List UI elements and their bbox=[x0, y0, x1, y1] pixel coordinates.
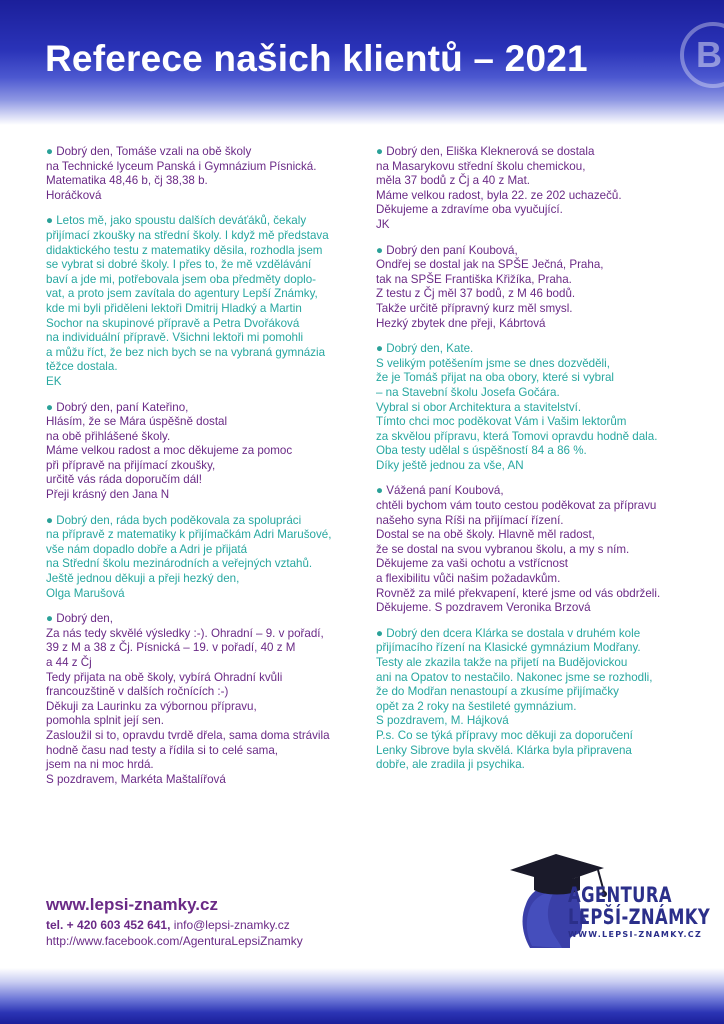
testimonial-text: Dobrý den, Eliška Kleknerová se dostala na Masarykovu střední školu chemickou, měla 37 bodů z Čj a 40 z Mat. Máme velkou radost, byla 22. ze 202 uchazečů. Děkujeme a zdravíme oba vyučující. JK bbox=[376, 145, 622, 231]
bullet-icon: ● bbox=[46, 145, 57, 158]
header-banner bbox=[0, 0, 724, 125]
testimonial-text: Dobrý den, paní Kateřino, Hlásím, že se Mára úspěšně dostal na obě přihlášené školy. Máme velkou radost a moc děkujeme za pomoc při přípravě na přijímací zkoušky, určitě vás ráda doporučím dál! Přeji krásný den Jana N bbox=[46, 400, 293, 502]
logo-url: WWW.LEPSI-ZNAMKY.CZ bbox=[568, 930, 703, 939]
right-column bbox=[376, 145, 702, 784]
logo-line-lepsi-znamky: LEPŠÍ-ZNÁMKY bbox=[568, 905, 711, 929]
email-link[interactable]: info@lepsi-znamky.cz bbox=[173, 918, 290, 932]
testimonial bbox=[376, 342, 702, 473]
testimonial bbox=[376, 244, 702, 332]
testimonial bbox=[376, 145, 702, 233]
bullet-icon: ● bbox=[46, 612, 57, 626]
testimonial bbox=[376, 484, 702, 615]
bullet-icon: ● bbox=[376, 243, 387, 257]
bullet-icon: ● bbox=[376, 145, 387, 158]
facebook-link[interactable]: http://www.facebook.com/AgenturaLepsiZnamky bbox=[46, 934, 303, 948]
phone-number[interactable]: tel. + 420 603 452 641, bbox=[46, 918, 171, 932]
page-title: Referece našich klientů – 2021 bbox=[45, 38, 588, 79]
testimonial-text: Dobrý den, Za nás tedy skvělé výsledky :-). Ohradní – 9. v pořadí, 39 z M a 38 z Čj. Písnická – 19. v pořadí, 40 z M a 44 z Čj Tedy přijata na obě školy, vybírá Ohradní kvůli francouzštině v dalších ročnících :-) Děkuji za Laurinku za výbornou přípravu, pomohla splnit její sen. Zasloužil si to, opravdu tvrdě dřela, sama doma strávila hodně času nad testy a řídila si to celé sama, jsem na ni moc hrdá. S pozdravem, Markéta Maštalířová bbox=[46, 612, 330, 786]
testimonial-text: Dobrý den, ráda bych poděkovala za spolupráci na přípravě z matematiky k přijímačkám Adri Marušové, vše nám dopadlo dobře a Adri je přijatá na Střední školu mezinárodních a veřejných vztahů. Ještě jednou děkuji a přeji hezký den, Olga Marušová bbox=[46, 513, 332, 600]
testimonial-text: Dobrý den paní Koubová, Ondřej se dostal jak na SPŠE Ječná, Praha, tak na SPŠE Františka Křižíka, Praha. Z testu z Čj měl 37 bodů, z M 46 bodů. Takže určitě přípravný kurz měl smysl. Hezký zbytek dne přeji, Kábrtová bbox=[376, 243, 604, 330]
footer-contacts bbox=[46, 894, 303, 949]
testimonial bbox=[46, 514, 362, 602]
bullet-icon: ● bbox=[376, 484, 387, 498]
testimonial-text: Dobrý den dcera Klárka se dostala v druhém kole přijímacího řízení na Klasické gymnázium Modřany. Testy ale zkazila takže na přijetí na Budějovickou ani na Opatov to nestačilo. Nakonec jsme se rozhodli, že do Modřan nenastoupí a zkusíme přijímačky opět za 2 roky na šestileté gymnázium. S pozdravem, M. Hájková P.s. Co se týká přípravy moc děkuji za doporučení Lenky Sibrove byla skvělá. Klárka byla připravena dobře, ale zradila ji psychika. bbox=[376, 626, 653, 772]
left-column bbox=[46, 145, 362, 798]
contact-line bbox=[46, 917, 303, 933]
testimonial bbox=[376, 627, 702, 773]
logo-text bbox=[568, 884, 724, 939]
bullet-icon: ● bbox=[46, 513, 57, 527]
bullet-icon: ● bbox=[46, 214, 57, 228]
logo-line-agentura: AGENTURA bbox=[568, 883, 672, 907]
bullet-icon: ● bbox=[376, 626, 387, 640]
testimonial bbox=[46, 145, 362, 203]
testimonial-text: Dobrý den, Tomáše vzali na obě školy na Technické lyceum Panská i Gymnázium Písnická. Matematika 48,46 b, čj 38,38 b. Horáčková bbox=[46, 145, 317, 202]
bullet-icon: ● bbox=[376, 342, 387, 356]
website-link[interactable]: www.lepsi-znamky.cz bbox=[46, 895, 218, 914]
testimonial bbox=[46, 401, 362, 503]
testimonial bbox=[46, 612, 362, 787]
testimonial bbox=[46, 214, 362, 389]
testimonial-text: Letos mě, jako spoustu dalších deváťáků, čekaly přijímací zkoušky na střední školy. I když mě představa didaktického testu z matematiky děsila, rozhodla jsem se vybrat si dobré školy. I přes to, že mě vzdělávání baví a jde mi, potřebovala jsem oba předměty doplo- vat, a proto jsem zavítala do agentury Lepší Známky, kde mi byli přiděleni lektoři Dmitrij Hladký a Martin Sochor na skupinové přípravě a Petra Dvořáková na individuální přípravě. Všichni lektoři mi pomohli a můžu říct, že bez nich bych se na vybraná gymnázia těžce dostala. EK bbox=[46, 214, 329, 388]
testimonial-text: Vážená paní Koubová, chtěli bychom vám touto cestou poděkovat za přípravu našeho syna Ríši na přijímací řízení. Dostal se na obě školy. Hlavně měl radost, že se dostal na svou vybranou školu, a my s ním. Děkujeme za vaši ochotu a vstřícnost a flexibilitu vůči našim požadavkům. Rovněž za milé překvapení, které jsme od vás obdrželi. Děkujeme. S pozdravem Veronika Brzová bbox=[376, 484, 661, 615]
agency-logo bbox=[508, 848, 711, 958]
footer-band bbox=[0, 968, 724, 1024]
bullet-icon: ● bbox=[46, 400, 57, 414]
testimonial-text: Dobrý den, Kate. S velikým potěšením jsme se dnes dozvěděli, že je Tomáš přijat na oba obory, které si vybral – na Stavební školu Josefa Gočára. Vybral si obor Architektura a stavitelství. Tímto chci moc poděkovat Vám i Vašim lektorům za skvělou přípravu, která Tomovi opravdu hodně dala. Oba testy udělal s úspěšností 84 a 86 %. Díky ještě jednou za vše, AN bbox=[376, 342, 658, 472]
corner-logo-mark: B bbox=[680, 22, 724, 88]
